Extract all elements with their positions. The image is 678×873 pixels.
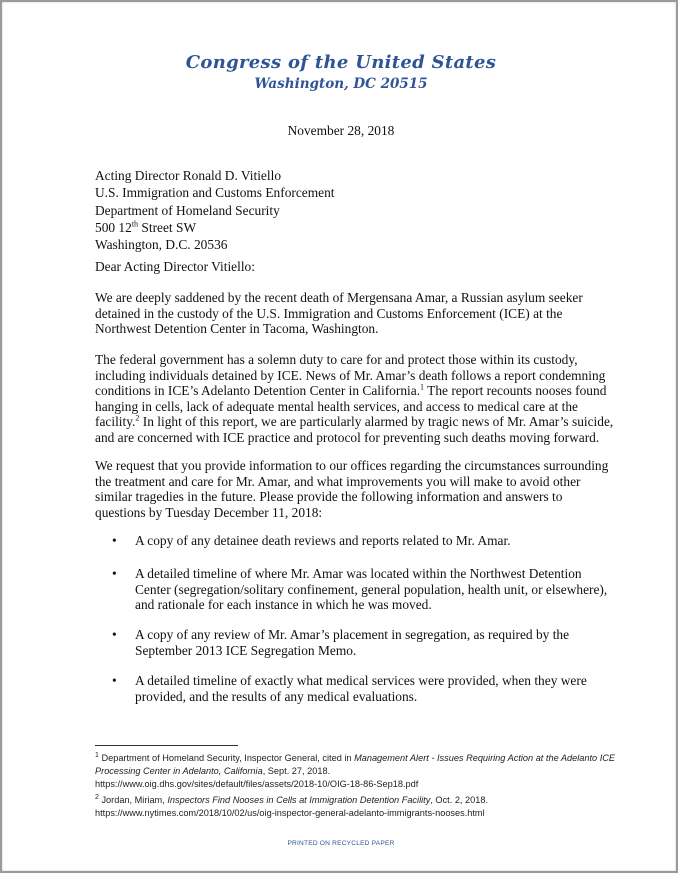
bullet-icon: • bbox=[112, 533, 117, 548]
paragraph-1: We are deeply saddened by the recent death of Mergensana Amar, a Russian asylum seeker detained in the custody of the U.S. Immigration and Customs Enforcement (ICE) at the Northwest Detention Center in Tacoma, Washington. bbox=[95, 290, 583, 337]
bullet-icon: • bbox=[112, 566, 117, 581]
letter-date: November 28, 2018 bbox=[287, 123, 395, 138]
recycled-paper-notice: PRINTED ON RECYCLED PAPER bbox=[287, 840, 395, 847]
recipient-street: 500 12th Street SW bbox=[95, 219, 197, 235]
letterhead-location: Washington, DC 20515 bbox=[254, 76, 428, 92]
recipient-address bbox=[95, 167, 335, 253]
bullet-icon: • bbox=[112, 673, 117, 688]
footnote-1: $^1$ Department of Homeland Security, Inspector General, cited in Management Alert - Issues Requiring Action at the Adelanto ICE Processing Center in Adelanto, California, Sept. 27, 2018. https://www.oig.dhs.gov/sites/default/files/assets/2018-10/OIG-18-86-Sep18.pdf bbox=[95, 751, 616, 790]
paragraph-2: The federal government has a solemn duty to care for and protect those within its custody, including individuals detained by ICE. News of Mr. Amar’s death follows a report condemning conditions in ICE’s Adelanto Detention Center in California.$^1$ The report recounts nooses found hanging in cells, lack of adequate mental health services, and access to medical care at the facility.$^2$ In light of this report, we are particularly alarmed by tragic news of Mr. Amar’s suicide, and are concerned with ICE practice and protocol for preventing such deaths moving forward. bbox=[95, 352, 614, 445]
footnote-ref-1: 1 bbox=[420, 382, 425, 392]
footnote-divider bbox=[95, 745, 238, 746]
footnote-2: $^2$ Jordan, Miriam, Inspectors Find Nooses in Cells at Immigration Detention Facility, Oct. 2, 2018. https://www.nytimes.com/2018/10/02/us/oig-inspector-general-adelanto-immigrants-nooses.html bbox=[95, 793, 489, 819]
footnote-2-url[interactable]: https://www.nytimes.com/2018/10/02/us/oig-inspector-general-adelanto-immigrants-nooses.html bbox=[95, 808, 485, 819]
recipient-agency: U.S. Immigration and Customs Enforcement bbox=[95, 185, 335, 201]
recipient-city: Washington, D.C. 20536 bbox=[95, 237, 228, 253]
bullet-icon: • bbox=[112, 627, 117, 642]
recipient-name: Acting Director Ronald D. Vitiello bbox=[95, 168, 282, 183]
salutation: Dear Acting Director Vitiello: bbox=[95, 259, 255, 274]
footnote-ref-2: 2 bbox=[135, 413, 140, 423]
letterhead-title: Congress of the United States bbox=[185, 52, 497, 73]
list-item: • A detailed timeline of exactly what medical services were provided, when they were provided, and the results of any medical evaluations. bbox=[112, 673, 587, 704]
list-item: • A detailed timeline of where Mr. Amar was located within the Northwest Detention Center (segregation/solitary confinement, general population, health unit, or elsewhere), and rationale for each instance in which he was moved. bbox=[112, 566, 608, 613]
paragraph-3: We request that you provide information to our offices regarding the circumstances surrounding the treatment and care for Mr. Amar, and what improvements you will make to avoid other similar tragedies in the future. Please provide the following information and answers to questions by Tuesday December 11, 2018: bbox=[95, 458, 609, 520]
list-item: • A copy of any detainee death reviews and reports related to Mr. Amar. bbox=[112, 533, 511, 548]
recipient-department: Department of Homeland Security bbox=[95, 202, 280, 218]
list-item: • A copy of any review of Mr. Amar’s placement in segregation, as required by the September 2013 ICE Segregation Memo. bbox=[112, 627, 570, 658]
footnote-1-url[interactable]: https://www.oig.dhs.gov/sites/default/files/assets/2018-10/OIG-18-86-Sep18.pdf bbox=[95, 779, 419, 790]
